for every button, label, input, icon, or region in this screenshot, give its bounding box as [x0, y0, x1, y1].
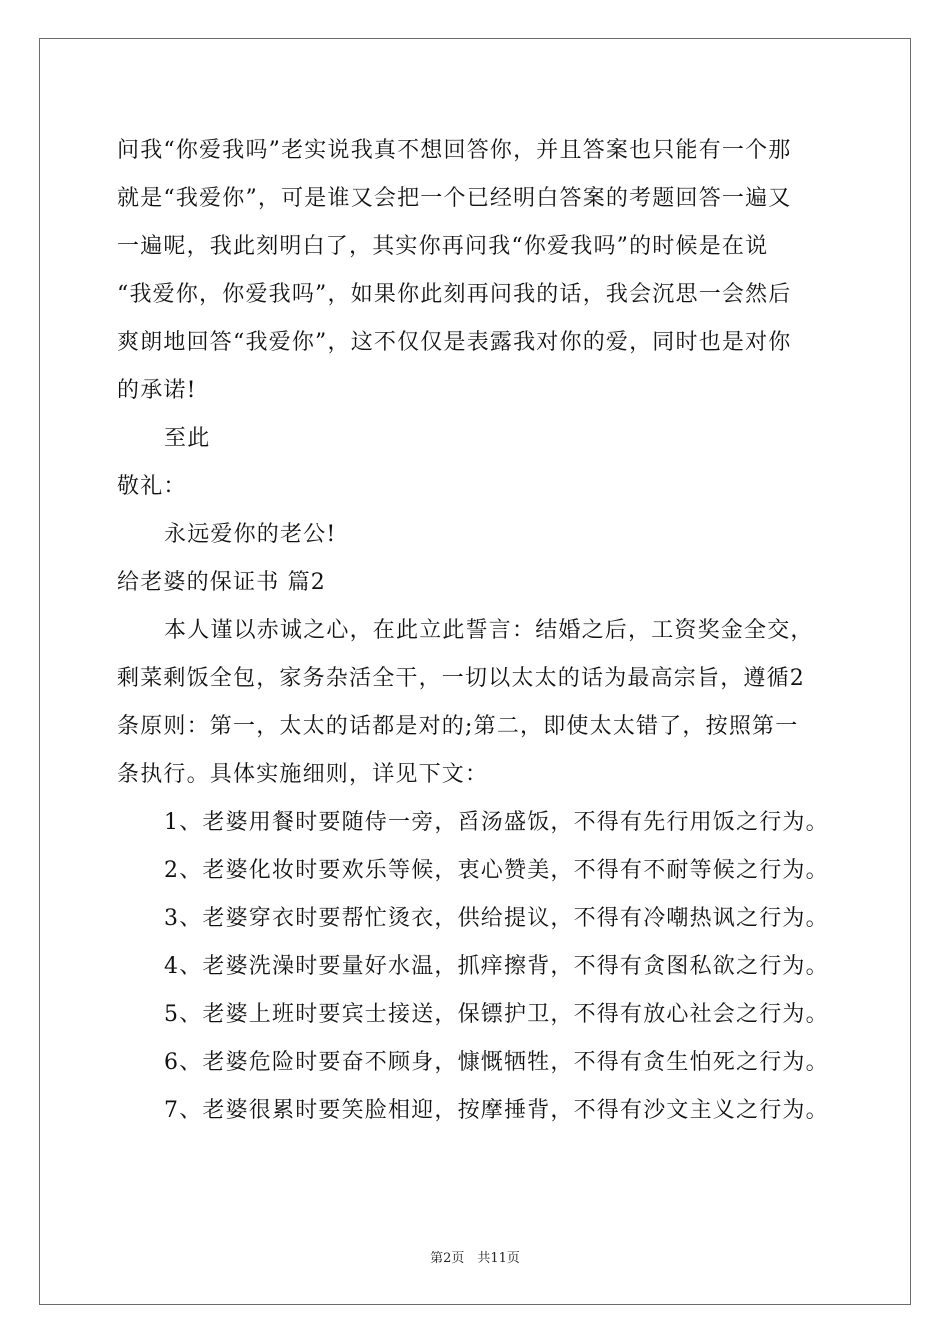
paragraph-line: 问我“你爱我吗”老实说我真不想回答你，并且答案也只能有一个那: [117, 138, 792, 163]
salutation-text: 敬礼：: [117, 474, 187, 499]
paragraph-line: 的承诺!: [117, 378, 197, 403]
signature-text: 永远爱你的老公!: [164, 522, 337, 547]
rule-item: 4、老婆洗澡时要量好水温，抓痒擦背，不得有贪图私欲之行为。: [164, 954, 829, 979]
rule-item: 5、老婆上班时要宾士接送，保镖护卫，不得有放心社会之行为。: [164, 1002, 829, 1027]
paragraph-line: “我爱你，你爱我吗”，如果你此刻再问我的话，我会沉思一会然后: [117, 282, 792, 307]
rule-item: 3、老婆穿衣时要帮忙烫衣，供给提议，不得有冷嘲热讽之行为。: [164, 906, 829, 931]
rule-item: 6、老婆危险时要奋不顾身，慷慨牺牲，不得有贪生怕死之行为。: [164, 1050, 829, 1075]
rule-item: 1、老婆用餐时要随侍一旁，舀汤盛饭，不得有先行用饭之行为。: [164, 810, 829, 835]
closing-text: 至此: [164, 426, 211, 451]
page-number-footer: 第2页 共11页: [430, 1251, 520, 1266]
pledge-line: 条执行。具体实施细则，详见下文：: [117, 762, 489, 787]
rule-item: 2、老婆化妆时要欢乐等候，衷心赞美，不得有不耐等候之行为。: [164, 858, 829, 883]
pledge-line: 条原则：第一，太太的话都是对的;第二，即使太太错了，按照第一: [117, 714, 799, 739]
document-body: [117, 127, 845, 1135]
paragraph-line: 就是“我爱你”，可是谁又会把一个已经明白答案的考题回答一遍又: [117, 186, 792, 211]
pledge-line: 本人谨以赤诚之心，在此立此誓言：结婚之后，工资奖金全交，: [164, 618, 814, 643]
pledge-line: 剩菜剩饭全包，家务杂活全干，一切以太太的话为最高宗旨，遵循2: [117, 666, 805, 691]
section-heading: 给老婆的保证书 篇2: [117, 570, 326, 595]
rule-item: 7、老婆很累时要笑脸相迎，按摩捶背，不得有沙文主义之行为。: [164, 1098, 829, 1123]
paragraph-line: 一遍呢，我此刻明白了，其实你再问我“你爱我吗”的时候是在说: [117, 234, 769, 259]
paragraph-line: 爽朗地回答“我爱你”，这不仅仅是表露我对你的爱，同时也是对你: [117, 330, 792, 355]
